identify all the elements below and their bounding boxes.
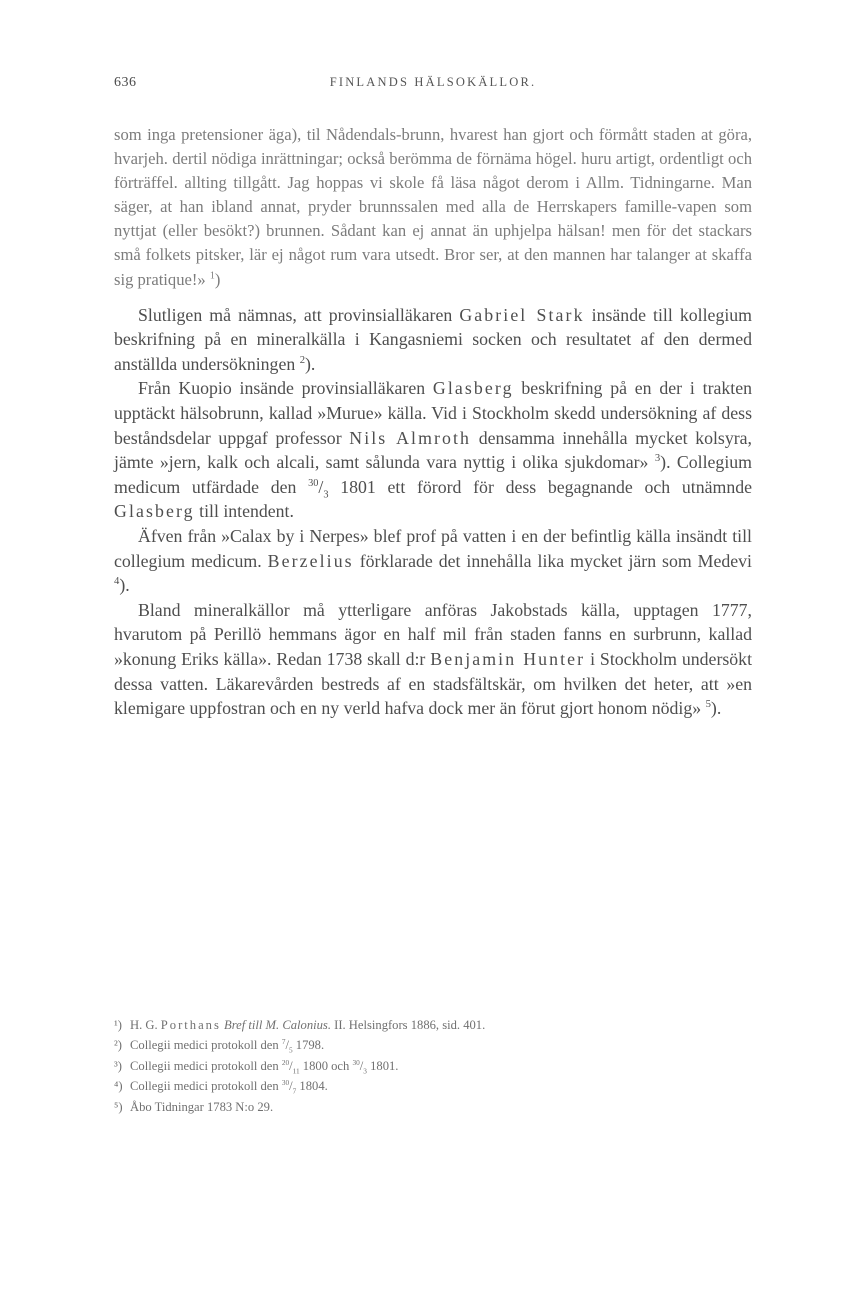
footnote-ref: 3	[654, 452, 661, 465]
footnote-ref: 2	[299, 353, 306, 366]
footnote-5: ⁵) Åbo Tidningar 1783 N:o 29.	[114, 1099, 274, 1114]
paragraph-5: Bland mineralkällor må ytterligare anföras Jakobstads källa, upptagen 1777, hvarutom på Perillö hemmans ägor en half mil från staden fanns en surbrunn, kallad »konung Eriks källa». Redan 1738 skall d:r Benjamin Hunter i Stockholm undersökt dessa vatten. Läkarevården bestreds af en stadsfältskär, om hvilken det heter, att »en klemigare uppfostran och en ny verld hafva dock mer än förut gjort honom nödig» $^5$).	[114, 599, 753, 719]
footnote-3: ³) Collegii medici protokoll den $^{20}/_{11}$ 1800 och $^{30}/_3$ 1801.	[114, 1057, 399, 1076]
body-text	[114, 123, 752, 721]
person-name: Glasberg	[432, 378, 514, 399]
person-name: Gabriel Stark	[459, 304, 585, 325]
page-number: 636	[114, 75, 137, 90]
footnote-ref: 4	[114, 575, 120, 588]
footnote-2: ²) Collegii medici protokoll den $^7/_5$ 1798.	[114, 1037, 325, 1055]
running-head	[114, 75, 752, 95]
paragraph-2: Slutligen må nämnas, att provinsialläkaren Gabriel Stark insände till kollegium beskrifning på en mineralkälla i Kangasniemi socken och resultatet af den dermed anställda undersökningen $^2$).	[114, 304, 752, 374]
running-title: FINLANDS HÄLSOKÄLLOR.	[329, 75, 537, 89]
person-name: Benjamin Hunter	[430, 648, 586, 669]
footnote-ref: 5	[705, 698, 711, 711]
footnote-4: ⁴) Collegii medici protokoll den $^{30}/_7$ 1804.	[114, 1078, 328, 1096]
person-name: Glasberg	[114, 501, 195, 522]
date-fraction: $^{30}/_3$	[308, 476, 329, 501]
person-name: Berzelius	[267, 550, 354, 571]
paragraph-3: Från Kuopio insände provinsialläkaren Glasberg beskrifning på en der i trakten upptäckt hälsobrunn, kallad »Murue» källa. Vid i Stockholm skedd undersökning af dess beståndsdelar uppgaf professor Nils Almroth densamma innehålla mycket kolsyra, jämte »jern, kalk och alcali, samt sålunda vara nyttig i olika sjukdomar» $^3$). Collegium medicum utfärdade den $^{30}/_3$ 1801 ett förord för dess begagnande och utnämnde Glasberg till intendent.	[114, 378, 753, 522]
person-name: Nils Almroth	[349, 427, 472, 448]
paragraph-4: Äfven från »Calax by i Nerpes» blef prof på vatten i en der befintlig källa insändt till collegium medicum. Berzelius förklarade det innehålla lika mycket järn som Medevi $^4$).	[114, 526, 752, 596]
footnotes	[114, 1015, 752, 1117]
footnote-ref: 1	[209, 270, 215, 282]
footnote-1: ¹) H. G. Porthans Bref till M. Calonius. II. Helsingfors 1886, sid. 401.	[114, 1018, 486, 1032]
paragraph-1: som inga pretensioner äga), til Nådendals-brunn, hvarest han gjort och förmått staden at göra, hvarjeh. dertil nödiga inrättningar; också berömma de förnäma högel. huru artigt, ordentligt och förträffel. allting tillgått. Jag hoppas vi skole få läsa något derom i Allm. Tidningarne. Man säger, at han ibland annat, pryder brunnssalen med alla de Herrskapers famille-vapen som nyttjat (eller besökt?) brunnen. Sådant kan ej annat än uphjelpa hälsan! men för det stackars små folkets pitsker, lär ej något rum vara utsedt. Bror ser, at den mannen har talanger at skaffa sig pratique!» $^1$)	[114, 125, 753, 289]
